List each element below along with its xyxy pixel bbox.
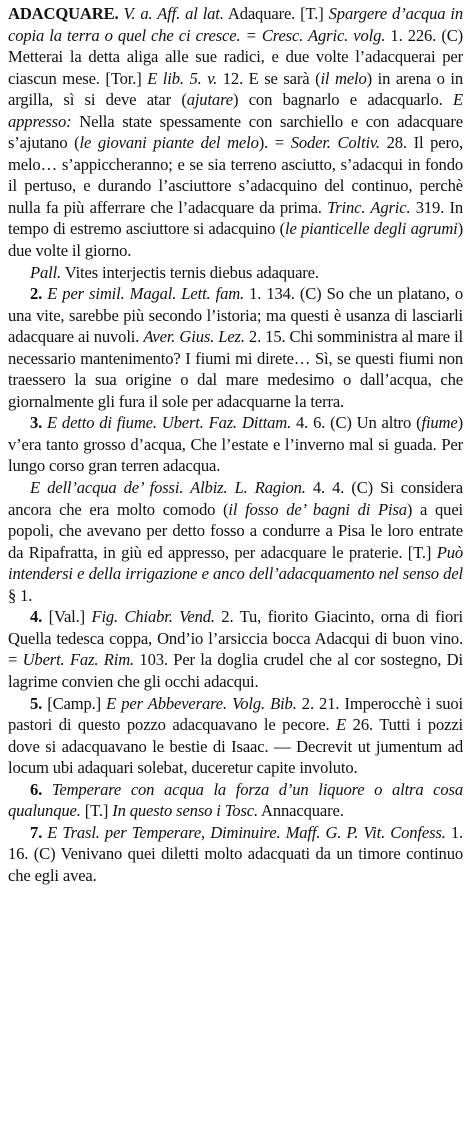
text-run: 1. 226. (C) Metterai la detta aliga alle sue radici, e due volte l’adacquerai per ciascun mese. [Tor.] xyxy=(8,25,464,88)
italic-run: Può intendersi e della irrigazione e anco dell’adacquamento nel senso del xyxy=(8,542,463,584)
sense-number: 6. xyxy=(30,779,43,799)
text-run: Nella state spessamente con sarchiello e con adacquare s’ajutano ( xyxy=(8,111,463,153)
text-run: ) due volte il giorno. xyxy=(8,219,463,261)
text-run: 26. Tutti i pozzi dove si adacquavano le bestie di Isaac. — Decrevit ut jumentum ad locum ubi adaquari solebat, duceretur capite involuto. xyxy=(8,715,463,778)
italic-run: ajutare xyxy=(186,90,233,110)
text-run: 103. Per la doglia crudel che al cor sostegno, Di lagrime convien che gli occhi adacqui. xyxy=(8,650,463,691)
sense-number: 7. xyxy=(30,822,43,842)
text-run: 319. In tempo di estremo asciuttore si adacquino ( xyxy=(8,197,463,239)
sense-number: 5. xyxy=(30,693,43,713)
italic-run: Trinc. Agric. xyxy=(327,197,411,217)
italic-run: Soder. Coltiv. xyxy=(290,133,380,153)
italic-run: E lib. 5. v. xyxy=(147,68,218,88)
italic-run: le pianticelle degli agrumi xyxy=(284,219,458,239)
italic-run: V. a. Aff. al lat. xyxy=(118,4,224,23)
italic-run: fiume xyxy=(421,413,458,433)
italic-run: il fosso de’ bagni di Pisa xyxy=(228,499,407,519)
text-run: 2. 15. Chi somministra al mare il necessario mantenimento? I fiumi mi direte… Sì, se questi fiumi non traessero la sua origine o dal mare medesimo o dall’acqua, che giornalmente gli fura il sole per adacquarne la terra. xyxy=(8,327,463,411)
text-run: ) a quei popoli, che avevano per detto fosso a condurre a Pisa le loro entrate da Ripafratta, in giù ed appresso, per adacquare le praterie. [T.] xyxy=(8,499,463,562)
entry-paragraph-sense-2 xyxy=(8,283,463,412)
text-run: 4. 6. (C) Un altro ( xyxy=(291,413,422,433)
text-run: 28. Il pero, melo… s’appiccheranno; e se sia terreno asciutto, s’adacqui in fondo il pertuso, e durando l’asciuttore s’adacquino del continuo, perchè nulla fa più afferrare che l’adacquare da prima. xyxy=(8,133,463,217)
text-run: 1. 16. (C) Venivano quei diletti molto adacquati da un timore continuo che egli avea. xyxy=(8,822,463,885)
text-run: [Val.] xyxy=(42,607,92,627)
italic-run: E appresso: xyxy=(8,90,463,131)
headword: ADACQUARE. xyxy=(8,4,119,23)
italic-run: il melo xyxy=(320,68,367,88)
sense-number: 4. xyxy=(30,607,43,627)
sense-number: 2. xyxy=(30,284,43,304)
entry-paragraph-sense-7 xyxy=(8,822,463,887)
italic-run: E Trasl. per Temperare, Diminuire. Maff. G. P. Vit. Confess. xyxy=(42,822,446,842)
text-run: [Camp.] xyxy=(42,693,107,713)
italic-run: le giovani piante del melo xyxy=(79,133,259,153)
text-run: Vites interjectis ternis diebus adaquare. xyxy=(61,262,319,282)
text-run: ) v’era tanto grosso d’acqua, Che l’estate e l’inverno mal si guada. Per lungo corso gran terren adacqua. xyxy=(8,413,463,476)
italic-run: Aver. Gius. Lez. xyxy=(143,327,245,347)
sense-number: 3. xyxy=(30,413,43,433)
text-run: [T.] xyxy=(80,801,113,821)
italic-run: E xyxy=(336,715,347,735)
text-run: Annacquare. xyxy=(257,801,344,821)
italic-run: E detto di fiume. Ubert. Faz. Dittam. xyxy=(42,413,292,433)
text-run: ) con bagnarlo e adacquarlo. xyxy=(232,90,453,110)
italic-run: Ubert. Faz. Rim. xyxy=(22,650,135,670)
entry-paragraph-sense-6 xyxy=(8,779,463,822)
text-run: 2. 21. Imperocchè i suoi pastori di questo pozzo adacquavano le pecore. xyxy=(8,693,463,735)
italic-run: E per Abbeverare. Volg. Bib. xyxy=(106,693,297,713)
text-run: 12. E se sarà ( xyxy=(217,68,321,88)
italic-run: Pall. xyxy=(30,262,62,282)
entry-paragraph-sense-3 xyxy=(8,412,463,477)
entry-paragraph-latin xyxy=(8,262,463,284)
text-run: § 1. xyxy=(8,585,33,605)
entry-paragraph-main xyxy=(8,3,463,262)
italic-run: In questo senso i Tosc. xyxy=(112,801,258,821)
italic-run: Temperare con acqua la forza d’un liquore o altra cosa qualunque. xyxy=(8,779,463,821)
entry-paragraph-sense-5 xyxy=(8,693,463,779)
text-run: Adaquare. [T.] xyxy=(223,4,329,23)
italic-run: Fig. Chiabr. Vend. xyxy=(91,607,215,627)
text-run: ). = xyxy=(258,133,291,153)
entry-paragraph-sense-3-fossi xyxy=(8,477,463,606)
italic-run: E dell’acqua de’ fossi. Albiz. L. Ragion. xyxy=(30,478,306,498)
text-run: 1. 134. (C) So che un platano, o una vite, sarebbe più secondo l’istoria; ma questi è usanza di lasciarli adacquare ai nuvoli. xyxy=(8,284,463,347)
italic-run: Spargere d’acqua in copia la terra o quel che ci cresce. = Cresc. Agric. volg. xyxy=(8,4,463,45)
text-run: 4. 4. (C) Si considera ancora che era molto comodo ( xyxy=(8,478,463,519)
text-run: 2. Tu, fiorito Giacinto, orna di fiori Quella tedesca coppa, Ond’io l’arsiccia bocca Adacqui di buon vino. = xyxy=(8,607,463,670)
text-run: ) in arena o in argilla, sì si deve atar ( xyxy=(8,68,463,110)
italic-run: E per simil. Magal. Lett. fam. xyxy=(42,284,245,304)
entry-paragraph-sense-4 xyxy=(8,606,463,692)
